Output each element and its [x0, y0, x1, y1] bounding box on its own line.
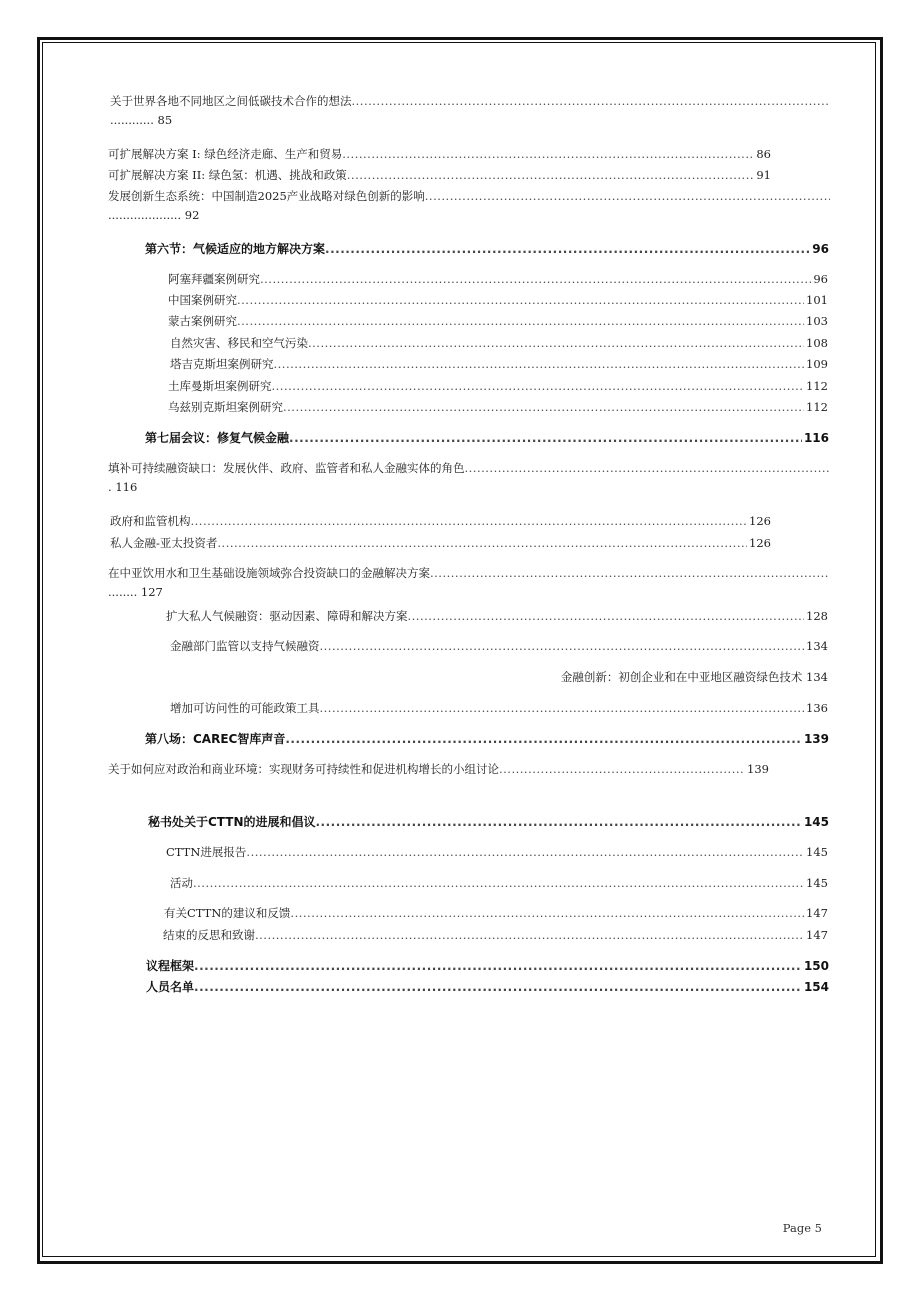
toc-entry-title: 阿塞拜疆案例研究 [168, 272, 260, 286]
toc-entry-title: 乌兹别克斯坦案例研究 [168, 400, 283, 414]
toc-entry-title: 可扩展解决方案 II: 绿色氢：机遇、挑战和政策 [108, 168, 347, 182]
leader-dots [499, 761, 745, 777]
toc-entry[interactable] [108, 761, 769, 777]
leader-dots [194, 979, 802, 995]
leader-dots [255, 927, 804, 943]
toc-entry-title: 秘书处关于CTTN的进展和倡议 [148, 815, 316, 829]
toc-entry-title: 活动 [170, 876, 193, 890]
leader-dots: .................... [108, 208, 182, 222]
toc-entry-title: 发展创新生态系统：中国制造2025产业战略对绿色创新的影响 [108, 189, 425, 203]
toc-entry[interactable] [168, 399, 828, 415]
toc-entry-page: 96 [813, 272, 828, 286]
toc-entry-page: 126 [749, 514, 771, 528]
toc-entry-title: 结束的反思和致谢 [163, 928, 255, 942]
leader-dots [193, 875, 804, 891]
toc-entry-page: 112 [806, 400, 828, 414]
toc-entry[interactable] [170, 335, 828, 351]
toc-entry-title: 自然灾害、移民和空气污染 [170, 336, 308, 350]
toc-entry-page: 91 [756, 168, 771, 182]
toc-entry[interactable] [108, 460, 829, 495]
toc-entry-title: 可扩展解决方案 I: 绿色经济走廊、生产和贸易 [108, 147, 343, 161]
toc-entry-page: 126 [749, 536, 771, 550]
toc-entry-title: 人员名单 [146, 980, 195, 994]
leader-dots [246, 844, 804, 860]
toc-entry-title: CTTN进展报告 [166, 845, 247, 859]
leader-dots: ............ [110, 113, 154, 127]
toc-entry[interactable] [400, 669, 828, 685]
leader-dots [290, 905, 804, 921]
toc-entry[interactable] [168, 313, 828, 329]
toc-entry-title: 第六节：气候适应的地方解决方案 [145, 242, 326, 256]
leader-dots [347, 167, 755, 183]
toc-entry-page: 127 [140, 585, 163, 599]
toc-entry[interactable] [170, 638, 828, 654]
leader-dots [308, 335, 804, 351]
leader-dots [408, 608, 805, 624]
toc-section-heading[interactable] [146, 958, 829, 974]
leader-dots [425, 188, 830, 204]
toc-entry-title: 政府和监管机构 [110, 514, 191, 528]
toc-entry[interactable] [108, 188, 830, 223]
toc-entry-page: 145 [803, 815, 829, 829]
toc-entry[interactable] [108, 146, 771, 162]
toc-entry-title: 有关CTTN的建议和反馈 [164, 906, 291, 920]
toc-entry-page: 154 [803, 980, 829, 994]
toc-entry[interactable] [170, 875, 828, 891]
leader-dots [194, 958, 802, 974]
toc-entry-page: 92 [184, 208, 200, 222]
toc-entry-page: 103 [806, 314, 828, 328]
toc-entry-page: 139 [803, 732, 829, 746]
leader-dots [283, 399, 804, 415]
toc-section-heading[interactable] [148, 814, 829, 830]
toc-entry[interactable] [108, 565, 829, 600]
toc-entry-title: 土库曼斯坦案例研究 [168, 379, 272, 393]
toc-entry[interactable] [170, 356, 828, 372]
toc-entry[interactable] [166, 844, 828, 860]
leader-dots [320, 638, 805, 654]
leader-dots [430, 565, 829, 581]
toc-entry-page: 145 [806, 876, 828, 890]
page-number: Page 5 [782, 1221, 822, 1235]
toc-entry-page: 134 [806, 639, 828, 653]
toc-entry-title: 塔吉克斯坦案例研究 [170, 357, 274, 371]
toc-entry-title: 第七届会议：修复气候金融 [145, 431, 290, 445]
toc-entry-page: 101 [806, 293, 828, 307]
toc-entry-page: 86 [756, 147, 771, 161]
toc-entry[interactable] [110, 513, 771, 529]
leader-dots [465, 460, 830, 476]
toc-entry-page: 139 [747, 762, 769, 776]
toc-entry-page: 136 [806, 701, 828, 715]
leader-dots [237, 313, 804, 329]
toc-entry-title: 关于世界各地不同地区之间低碳技术合作的想法 [110, 94, 352, 108]
toc-entry-title: 增加可访问性的可能政策工具 [170, 701, 320, 715]
toc-entry[interactable] [108, 167, 771, 183]
toc-entry-page: 147 [806, 906, 828, 920]
toc-entry[interactable] [164, 905, 828, 921]
leader-dots [352, 93, 831, 109]
toc-entry-page: 134 [806, 670, 828, 684]
toc-entry-page: 85 [157, 113, 173, 127]
leader-dots: ........ [108, 585, 138, 599]
toc-entry-page: 96 [812, 242, 829, 256]
toc-entry[interactable] [163, 927, 828, 943]
toc-entry-title: 私人金融-亚太投资者 [110, 536, 218, 550]
leader-dots [316, 814, 802, 830]
leader-dots [272, 378, 805, 394]
toc-entry-page: 116 [115, 480, 138, 494]
toc-entry-title: 蒙古案例研究 [168, 314, 237, 328]
toc-entry[interactable] [168, 378, 828, 394]
toc-entry[interactable] [110, 535, 771, 551]
toc-section-heading[interactable] [146, 979, 829, 995]
toc-entry[interactable] [170, 700, 828, 716]
toc-entry-page: 109 [806, 357, 828, 371]
toc-entry-title: 填补可持续融资缺口：发展伙伴、政府、监管者和私人金融实体的角色 [108, 461, 465, 475]
toc-entry-title: 金融创新：初创企业和在中亚地区融资绿色技术 [560, 670, 803, 684]
toc-entry-title: 议程框架 [146, 959, 195, 973]
toc-entry-page: 112 [806, 379, 828, 393]
toc-entry-page: 147 [806, 928, 828, 942]
leader-dots [320, 700, 805, 716]
toc-entry-title: 第八场：CAREC智库声音 [145, 732, 286, 746]
toc-entry[interactable] [168, 271, 828, 287]
toc-entry-title: 关于如何应对政治和商业环境：实现财务可持续性和促进机构增长的小组讨论 [108, 762, 499, 776]
toc-entry-title: 扩大私人气候融资：驱动因素、障碍和解决方案 [166, 609, 408, 623]
leader-dots [285, 731, 802, 747]
toc-entry-page: 116 [803, 431, 829, 445]
toc-section-heading[interactable] [145, 430, 829, 446]
toc-entry-page: 108 [806, 336, 828, 350]
leader-dots [289, 430, 802, 446]
toc-entry[interactable] [110, 93, 830, 128]
toc-entry-page: 128 [806, 609, 828, 623]
toc-entry-page: 145 [806, 845, 828, 859]
leader-dots [325, 241, 810, 257]
toc-section-heading[interactable] [145, 731, 829, 747]
toc-entry[interactable] [166, 608, 828, 624]
toc-entry-title: 中国案例研究 [168, 293, 237, 307]
toc-entry[interactable] [168, 292, 828, 308]
leader-dots [342, 146, 754, 162]
leader-dots [274, 356, 805, 372]
leader-dots [260, 271, 811, 287]
toc-section-heading[interactable] [145, 241, 829, 257]
leader-dots [191, 513, 748, 529]
leader-dots [237, 292, 804, 308]
toc-entry-title: 金融部门监管以支持气候融资 [170, 639, 320, 653]
leader-dots [217, 535, 747, 551]
toc-entry-page: 150 [803, 959, 829, 973]
leader-dots: . [108, 480, 112, 494]
toc-entry-title: 在中亚饮用水和卫生基础设施领域弥合投资缺口的金融解决方案 [108, 566, 430, 580]
